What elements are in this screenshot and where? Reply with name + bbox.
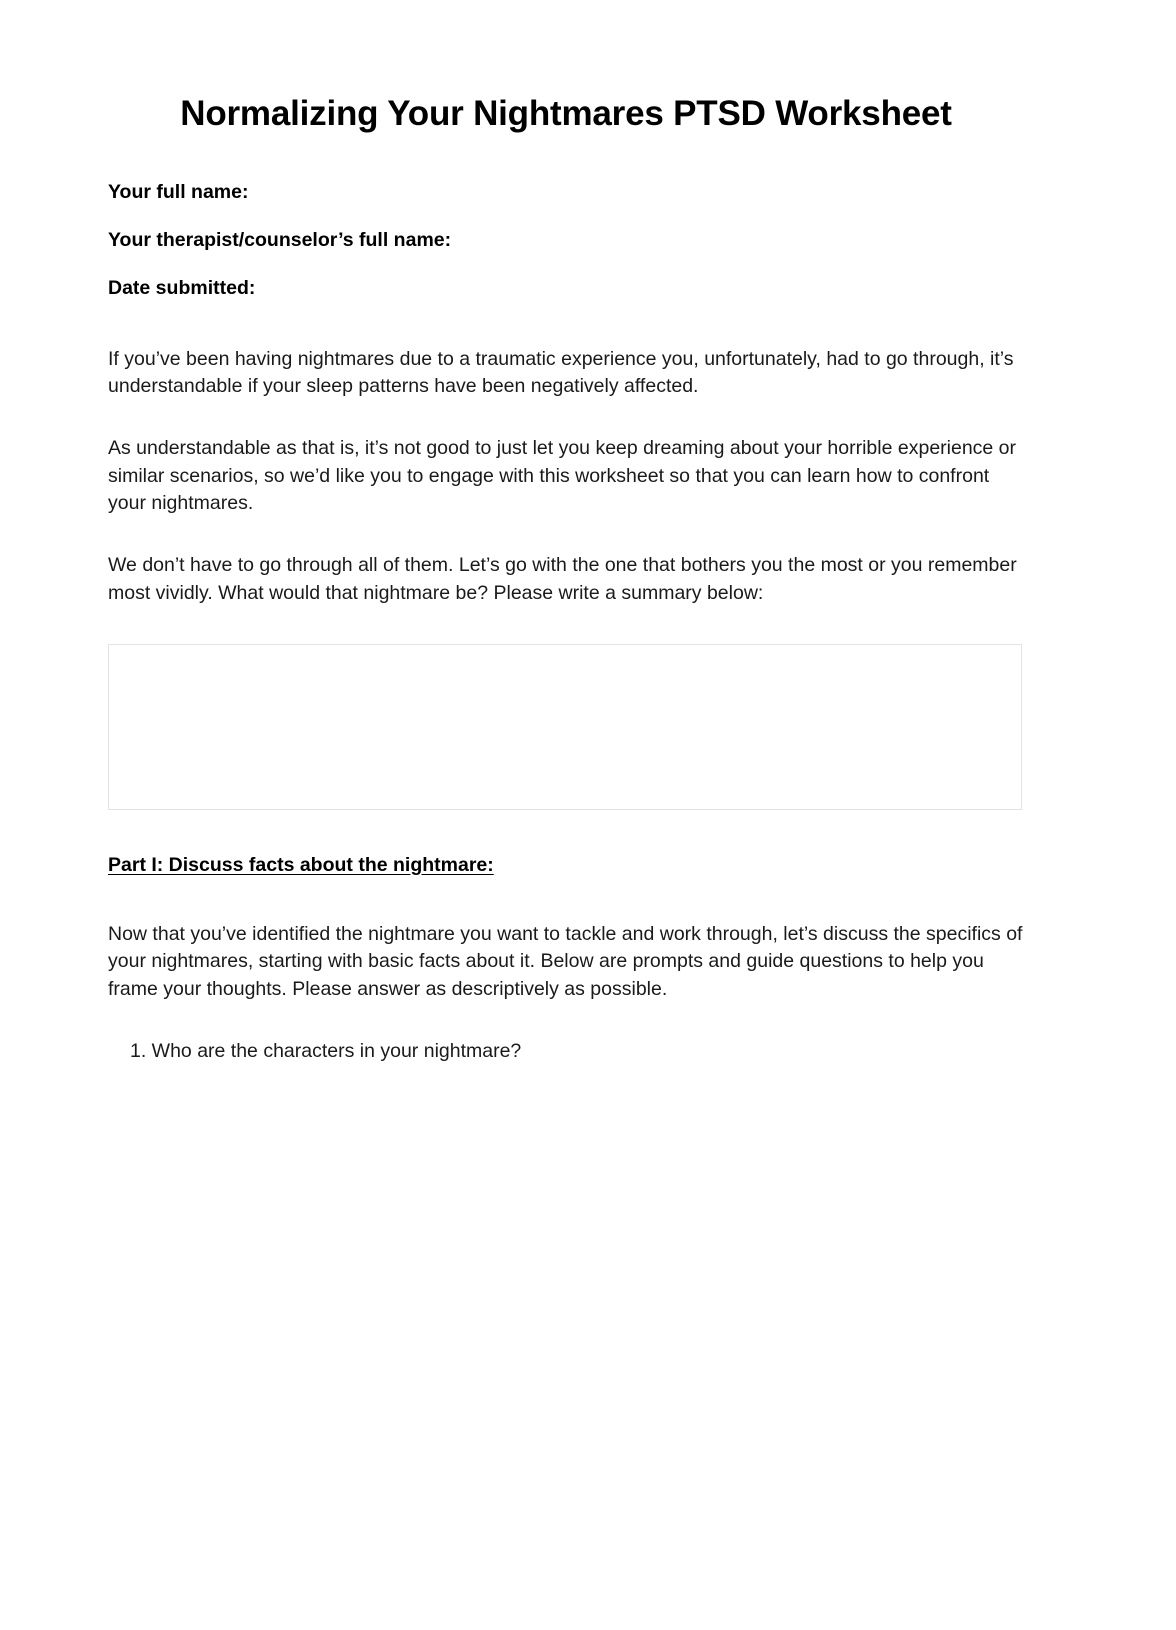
intro-paragraph-2: As understandable as that is, it’s not good to just let you keep dreaming about your horrible experience or similar scenarios, so we’d like you to engage with this worksheet so that you can learn how to confront your nightmares. (108, 437, 1017, 515)
spacer (108, 810, 1024, 854)
spacer (108, 518, 1024, 552)
question-item-1: 1. Who are the characters in your nightmare? (130, 1039, 522, 1062)
spacer (108, 1004, 1024, 1038)
therapist-name-label: Your therapist/counselor’s full name: (108, 229, 452, 252)
spacer (108, 401, 1024, 435)
part-one-heading: Part I: Discuss facts about the nightmare: (108, 853, 494, 876)
document-content (108, 0, 1024, 1065)
part-one-description: Now that you’ve identified the nightmare you want to tackle and work through, let’s discuss the specifics of your nightmares, starting with basic facts about it. Below are prompts and guide questions to help you frame your thoughts. Please answer as descriptively as possible. (108, 922, 1023, 1000)
spacer (108, 877, 1024, 921)
nightmare-summary-input[interactable] (108, 644, 1022, 810)
spacer (108, 302, 1024, 346)
intro-paragraph-3: We don’t have to go through all of them. Let’s go with the one that bothers you the most or you remember most vividly. What would that nightmare be? Please write a summary below: (108, 554, 1017, 604)
date-submitted-label: Date submitted: (108, 277, 256, 300)
identification-fields (108, 179, 1024, 302)
full-name-label: Your full name: (108, 180, 249, 203)
intro-paragraph-1: If you’ve been having nightmares due to a traumatic experience you, unfortunately, had to go through, it’s understandable if your sleep patterns have been negatively affected. (108, 347, 1014, 398)
page-title: Normalizing Your Nightmares PTSD Worksheet (180, 94, 952, 133)
